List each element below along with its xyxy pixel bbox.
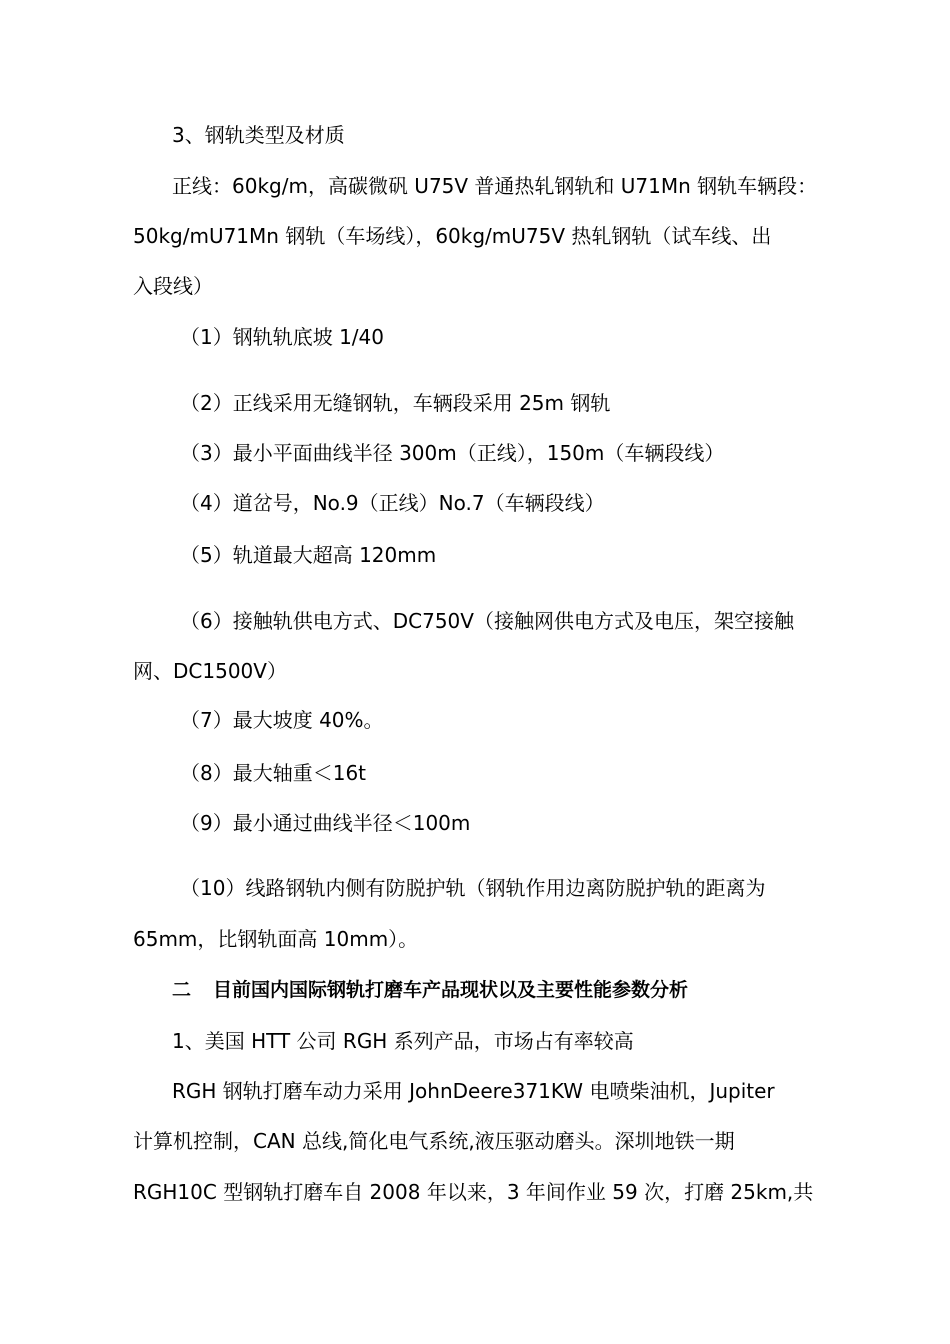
- list-item-continuation: 65mm，比钢轨面高 10mm）。: [133, 927, 419, 951]
- paragraph-line: RGH10C 型钢轨打磨车自 2008 年以来，3 年间作业 59 次，打磨 25km,共: [133, 1180, 814, 1204]
- list-item: （1）钢轨轨底坡 1/40: [180, 325, 384, 349]
- list-item: （10）线路钢轨内侧有防脱护轨（钢轨作用边离防脱护轨的距离为: [180, 876, 766, 900]
- list-item-continuation: 网、DC1500V）: [133, 659, 287, 683]
- section-title: 3、钢轨类型及材质: [172, 123, 345, 147]
- section-heading: [172, 978, 688, 1002]
- list-item: （7）最大坡度 40%。: [180, 708, 384, 732]
- list-item: （5）轨道最大超高 120mm: [180, 543, 437, 567]
- list-item: （3）最小平面曲线半径 300m（正线），150m（车辆段线）: [180, 441, 725, 465]
- paragraph-line: 正线：60kg/m，高碳微矾 U75V 普通热轧钢轨和 U71Mn 钢轨车辆段：: [172, 174, 818, 198]
- subsection-title: 1、美国 HTT 公司 RGH 系列产品，市场占有率较高: [172, 1029, 634, 1053]
- paragraph-line: 计算机控制，CAN 总线,简化电气系统,液压驱动磨头。深圳地铁一期: [133, 1129, 735, 1153]
- list-item: （9）最小通过曲线半径＜100m: [180, 811, 471, 835]
- paragraph-line: 入段线）: [133, 274, 213, 298]
- section-number: 二: [172, 979, 192, 1001]
- list-item: （8）最大轴重＜16t: [180, 761, 367, 785]
- paragraph-line: 50kg/mU71Mn 钢轨（车场线），60kg/mU75V 热轧钢轨（试车线、出: [133, 224, 772, 248]
- section-heading-text: 目前国内国际钢轨打磨车产品现状以及主要性能参数分析: [213, 979, 689, 1001]
- list-item: （2）正线采用无缝钢轨，车辆段采用 25m 钢轨: [180, 391, 611, 415]
- list-item: （4）道岔号，No.9（正线）No.7（车辆段线）: [180, 491, 605, 515]
- list-item: （6）接触轨供电方式、DC750V（接触网供电方式及电压，架空接触: [180, 609, 794, 633]
- paragraph-line: RGH 钢轨打磨车动力采用 JohnDeere371KW 电喷柴油机，Jupiter: [172, 1079, 775, 1103]
